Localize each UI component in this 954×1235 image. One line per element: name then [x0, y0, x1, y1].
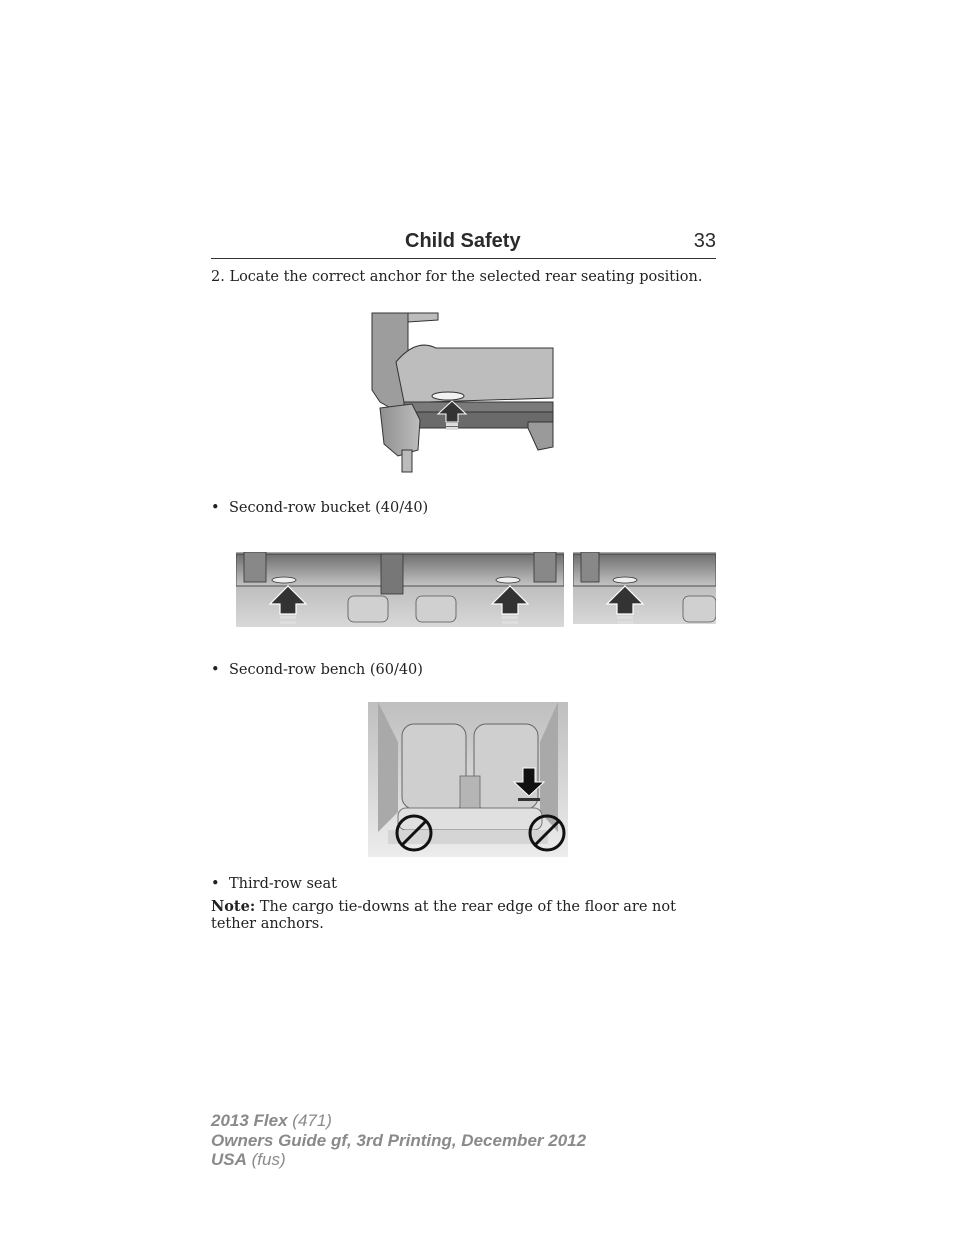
- bullet-text: Second-row bucket (40/40): [229, 500, 429, 516]
- page-footer: [211, 1111, 586, 1170]
- section-title: Child Safety: [405, 230, 521, 252]
- bullet-text: Third-row seat: [229, 876, 337, 892]
- page-number: 33: [693, 230, 716, 252]
- note-label: Note:: [211, 898, 256, 915]
- footer-market-code: (fus): [246, 1150, 286, 1169]
- footer-printing: Owners Guide gf, 3rd Printing, December 2012: [211, 1130, 587, 1150]
- figure-second-row-bench-right: [573, 552, 716, 624]
- bullet-item: • Second-row bench (60/40): [211, 662, 423, 678]
- bullet-text: Second-row bench (60/40): [229, 662, 423, 678]
- note-text: The cargo tie-downs at the rear edge of the floor are not tether anchors.: [211, 899, 676, 932]
- page-header: [211, 230, 716, 259]
- footer-model: 2013 Flex: [211, 1111, 288, 1130]
- footer-model-code: (471): [287, 1111, 332, 1130]
- bullet-item: • Third-row seat: [211, 876, 337, 892]
- figure-second-row-bucket-seat: [368, 310, 558, 475]
- bullet-item: • Second-row bucket (40/40): [211, 500, 429, 516]
- note-paragraph: [211, 898, 716, 933]
- step-2-text: 2. Locate the correct anchor for the selected rear seating position.: [211, 269, 703, 285]
- figure-second-row-bench-left: [236, 552, 564, 627]
- figure-third-row-seat: [368, 702, 568, 857]
- footer-market: USA: [211, 1150, 247, 1169]
